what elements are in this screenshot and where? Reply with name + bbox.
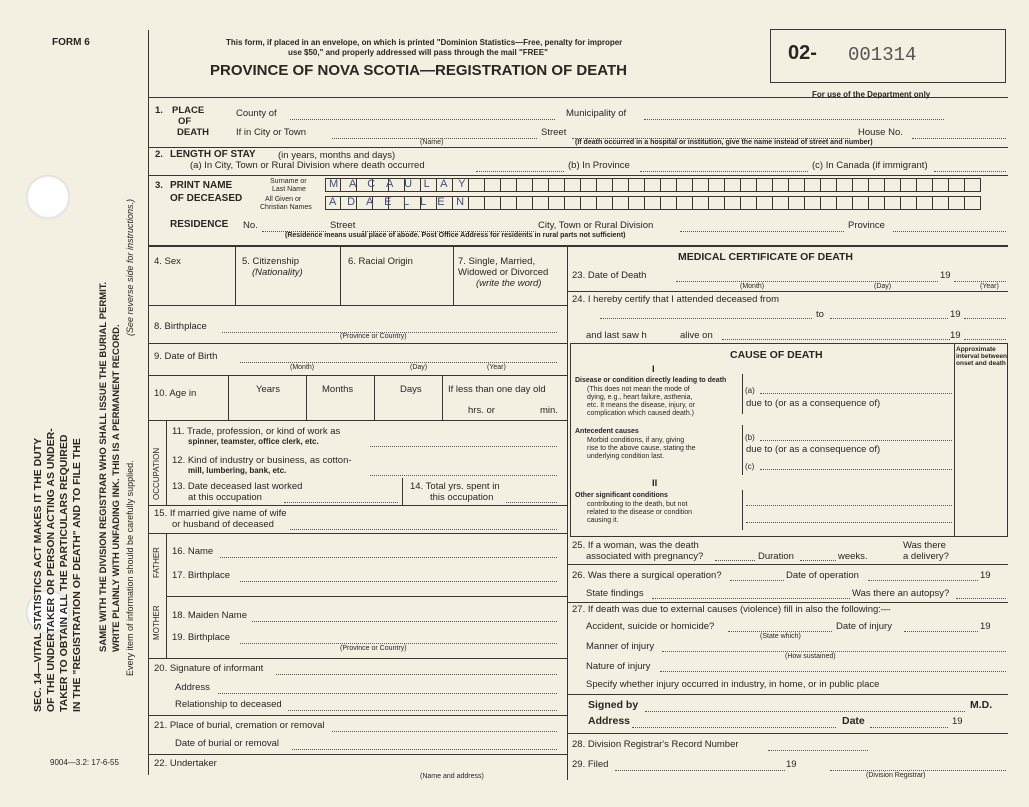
weeks-label: weeks. — [838, 551, 868, 562]
manner-line — [662, 651, 1006, 652]
cause-a-label: (a) — [745, 386, 755, 395]
due-to-1: due to (or as a consequence of) — [746, 398, 881, 409]
father-name-label: 16. Name — [172, 546, 214, 557]
med-rule-4 — [567, 694, 1008, 695]
med-rule-3 — [567, 602, 1008, 603]
nature-line — [660, 671, 1006, 672]
surname-letters: M A C A U L A Y — [329, 178, 470, 190]
side-line-7: Every item of information should be carefully supplied. — [125, 460, 135, 676]
punch-hole-top — [26, 175, 70, 219]
certify-to-line — [830, 318, 948, 319]
city-name-hint: (Name) — [420, 139, 444, 146]
undertaker-note: (Name and address) — [420, 773, 484, 780]
division-registrar-label: (Division Registrar) — [866, 772, 926, 779]
occ-14-line — [506, 502, 557, 503]
age-less-day: If less than one day old — [448, 384, 546, 395]
interval-label: Approximate interval between onset and death — [956, 346, 1007, 367]
other-line-1 — [746, 505, 952, 506]
certify-from-line — [600, 318, 812, 319]
occ-13b: at this occupation — [188, 492, 262, 503]
disease-2: (This does not mean the mode of — [587, 386, 690, 393]
rule-12 — [148, 715, 567, 716]
occupation-side-label: OCCUPATION — [152, 447, 161, 500]
q25-line — [715, 560, 755, 561]
date-op-year: 19 — [980, 570, 991, 581]
page-title: PROVINCE OF NOVA SCOTIA—REGISTRATION OF DEATH — [210, 62, 627, 79]
address-label: Address — [588, 715, 631, 727]
age-hrs: hrs. or — [468, 405, 495, 416]
cause-a-line — [760, 393, 952, 394]
due-to-2: due to (or as a consequence of) — [746, 444, 881, 455]
how-sustained: (How sustained) — [785, 653, 836, 660]
md-label: M.D. — [970, 699, 993, 711]
date-op-line — [868, 580, 978, 581]
med-rule-1 — [567, 291, 1008, 292]
birthplace-label: 8. Birthplace — [154, 321, 207, 332]
side-line-5: SAME WITH THE DIVISION REGISTRAR WHO SHALL ISSUE THE BURIAL PERMIT. — [98, 281, 109, 652]
age-years: Years — [256, 384, 280, 395]
roman-two: II — [652, 478, 658, 489]
stay-b-line — [640, 171, 808, 172]
side-line-4: IN THE "REGISTRATION OF DEATH" AND TO FILE THE — [71, 438, 83, 712]
stay-c-line — [934, 171, 1006, 172]
registrar-line — [830, 770, 1006, 771]
delivery-label-1: Was there — [903, 540, 946, 551]
q26-line — [730, 580, 784, 581]
mother-maiden-line — [252, 621, 557, 622]
alive-on-line — [722, 339, 950, 340]
occ-12-line — [370, 475, 557, 476]
antecedent-1: Antecedent causes — [575, 428, 639, 435]
disease-5: complication which caused death.) — [587, 410, 695, 417]
footer-code: 9004—3.2: 17-6-55 — [50, 758, 119, 767]
autopsy-line — [956, 598, 1006, 599]
filed-label: 29. Filed — [572, 759, 609, 770]
length-of-stay-hint: (in years, months and days) — [278, 150, 396, 161]
residence-city-label: City, Town or Rural Division — [538, 220, 654, 231]
death-month: (Month) — [740, 283, 765, 290]
occ-divider — [166, 420, 167, 505]
department-use-label: For use of the Department only — [812, 90, 931, 99]
residence-note: (Residence means usual place of abode. Post Office Address for residents in rural parts not sufficient) — [285, 232, 626, 239]
rule-3 — [148, 245, 1008, 247]
occ-12b: mill, lumbering, bank, etc. — [188, 466, 287, 475]
mother-side-label: MOTHER — [152, 605, 161, 640]
rule-5 — [148, 343, 567, 344]
burial-date-line — [292, 749, 557, 750]
house-label: House No. — [858, 127, 903, 138]
surname-label-2: Last Name — [272, 186, 306, 193]
burial-label: 21. Place of burial, cremation or removal — [154, 720, 325, 731]
specify-label: Specify whether injury occurred in industry, in home, or in public place — [586, 679, 880, 690]
death-year-line — [954, 281, 1006, 282]
duration-line — [800, 560, 836, 561]
sign-year-prefix: 19 — [952, 716, 963, 727]
surname-label-1: Surname or — [270, 178, 307, 185]
death-day: (Day) — [874, 283, 892, 290]
mother-birthplace-line — [240, 643, 557, 644]
form-label: FORM 6 — [52, 37, 90, 48]
cause-b-label: (b) — [745, 433, 755, 442]
informant-label: 20. Signature of informant — [154, 663, 264, 674]
last-saw-label: and last saw h — [586, 330, 647, 341]
occ-14a: 14. Total yrs. spent in — [410, 481, 500, 492]
death-date-line — [676, 281, 938, 282]
print-name-label: PRINT NAME — [170, 180, 233, 191]
certify-label: 24. I hereby certify that I attended deceased from — [572, 294, 780, 305]
last-year-prefix: 19 — [950, 330, 961, 341]
date-injury-label: Date of injury — [836, 621, 892, 632]
burial-line — [332, 731, 557, 732]
mother-birthplace-hint: (Province or Country) — [340, 645, 407, 652]
father-birthplace-label: 17. Birthplace — [172, 570, 231, 581]
residence-province-label: Province — [848, 220, 885, 231]
marital-label-2: Widowed or Divorced — [458, 267, 549, 278]
frame-left — [148, 30, 149, 775]
mother-maiden-label: 18. Maiden Name — [172, 610, 247, 621]
residence-no-label: No. — [243, 220, 258, 231]
registration-number: 001314 — [848, 44, 917, 66]
dob-label: 9. Date of Birth — [154, 351, 218, 362]
signed-line — [645, 711, 965, 712]
age-div-2 — [306, 375, 307, 420]
given-label-2: Christian Names — [260, 204, 312, 211]
filed-line — [615, 770, 785, 771]
date-injury-line — [904, 631, 978, 632]
marital-label-1: 7. Single, Married, — [458, 256, 536, 267]
cause-c-label: (c) — [745, 462, 755, 471]
street-label: Street — [541, 127, 567, 138]
side-line-6: WRITE PLAINLY WITH UNFADING INK. THIS IS A PERMANENT RECORD. — [111, 324, 122, 652]
death-year-prefix: 19 — [940, 270, 951, 281]
cause-bracket-1 — [742, 374, 743, 414]
given-label-1: All Given or — [265, 196, 302, 203]
stay-b-label: (b) In Province — [568, 160, 630, 171]
father-birthplace-line — [240, 581, 557, 582]
stay-c-label: (c) In Canada (if immigrant) — [812, 160, 928, 171]
length-of-stay-label: LENGTH OF STAY — [170, 149, 256, 160]
occ-12a: 12. Kind of industry or business, as cotton- — [172, 455, 352, 466]
age-min: min. — [540, 405, 558, 416]
state-findings-label: State findings — [586, 588, 644, 599]
other-3: related to the disease or condition — [587, 509, 693, 516]
relationship-line — [288, 710, 557, 711]
item-3-number: 3. — [155, 180, 163, 191]
left-col-divider-c — [453, 245, 454, 305]
state-which: (State which) — [760, 633, 801, 640]
age-div-1 — [228, 375, 229, 420]
residence-label: RESIDENCE — [170, 219, 229, 230]
age-label: 10. Age in — [154, 388, 197, 399]
residence-city-line — [680, 231, 844, 232]
dob-month: (Month) — [290, 364, 315, 371]
cause-b-line — [760, 440, 952, 441]
date-op-label: Date of operation — [786, 570, 859, 581]
undertaker-label: 22. Undertaker — [154, 758, 217, 769]
date-of-death-label: 23. Date of Death — [572, 270, 647, 281]
address-line — [632, 727, 836, 728]
county-label: County of — [236, 108, 277, 119]
sign-date-line — [870, 727, 948, 728]
cause-c-line — [760, 469, 952, 470]
middle-divider — [567, 245, 568, 780]
municipality-line — [644, 119, 944, 120]
wife-15a: 15. If married give name of wife — [154, 508, 287, 519]
duration-label: Duration — [758, 551, 794, 562]
antecedent-2: Morbid conditions, if any, giving — [587, 437, 685, 444]
med-rule-5 — [567, 733, 1008, 734]
other-2: contributing to the death, but not — [587, 501, 688, 508]
manner-label: Manner of injury — [586, 641, 655, 652]
given-letters: A D A E L L E N — [329, 196, 469, 208]
cause-bracket-3 — [742, 490, 743, 530]
postal-note-2: use $50," and properly addressed will pass through the mail "FREE" — [288, 48, 548, 57]
other-4: causing it. — [587, 517, 619, 524]
antecedent-4: underlying condition last. — [587, 453, 665, 460]
age-div-3 — [374, 375, 375, 420]
last-year-line — [964, 339, 1006, 340]
certify-year-line — [964, 318, 1006, 319]
other-line-2 — [746, 522, 952, 523]
cause-bracket-2 — [742, 425, 743, 475]
residence-street-label: Street — [330, 220, 356, 231]
registration-prefix: 02- — [788, 42, 817, 64]
alive-on-label: alive on — [680, 330, 713, 341]
side-line-3: TAKER TO OBTAIN ALL THE PARTICULARS REQUIRED — [58, 434, 70, 712]
disease-1: Disease or condition directly leading to death — [575, 377, 727, 384]
disease-3: dying, e.g., heart failure, asthenia, — [587, 394, 693, 401]
occ-14b: this occupation — [430, 492, 494, 503]
cause-heading: CAUSE OF DEATH — [730, 349, 823, 361]
rule-7 — [148, 420, 567, 421]
city-label: If in City or Town — [236, 127, 307, 138]
certify-year-prefix: 19 — [950, 309, 961, 320]
other-1: Other significant conditions — [575, 492, 668, 499]
occ-11a: 11. Trade, profession, or kind of work as — [172, 426, 341, 437]
q25-label-b: associated with pregnancy? — [586, 551, 704, 562]
wife-line — [290, 529, 557, 530]
autopsy-label: Was there an autopsy? — [852, 588, 950, 599]
occ-11-line — [370, 446, 557, 447]
occ-11b: spinner, teamster, office clerk, etc. — [188, 437, 319, 446]
dob-day: (Day) — [410, 364, 428, 371]
residence-province-line — [893, 231, 1006, 232]
of-deceased-label: OF DECEASED — [170, 193, 243, 204]
stay-a-line — [476, 171, 564, 172]
roman-one: I — [652, 364, 655, 375]
death-year: (Year) — [980, 283, 999, 290]
place-label-2: OF — [178, 116, 192, 127]
rule-1 — [148, 147, 1008, 148]
q25-label-a: 25. If a woman, was the death — [572, 540, 699, 551]
father-name-line — [220, 557, 557, 558]
postal-note-1: This form, if placed in an envelope, on which is printed "Dominion Statistics—Free, penalty for improper — [226, 38, 623, 47]
father-side-label: FATHER — [152, 547, 161, 578]
accident-label: Accident, suicide or homicide? — [586, 621, 715, 632]
left-col-divider-b — [340, 245, 341, 305]
citizenship-label: 5. Citizenship — [242, 256, 300, 267]
division-number-line — [768, 750, 868, 751]
nature-label: Nature of injury — [586, 661, 651, 672]
relationship-label: Relationship to deceased — [175, 699, 282, 710]
rule-2 — [148, 175, 1008, 176]
nationality-label: (Nationality) — [252, 267, 303, 278]
interval-divider — [954, 343, 955, 537]
antecedent-3: rise to the above cause, stating the — [587, 445, 696, 452]
informant-line — [276, 674, 557, 675]
hospital-note: (If death occurred in a hospital or institution, give the name instead of street and number) — [575, 139, 873, 146]
rule-4 — [148, 305, 567, 306]
age-div-4 — [442, 375, 443, 420]
sex-label: 4. Sex — [154, 256, 181, 267]
rule-8 — [148, 505, 567, 506]
signed-by-label: Signed by — [588, 699, 639, 711]
item-2-number: 2. — [155, 149, 163, 160]
birthplace-hint: (Province or Country) — [340, 333, 407, 340]
dob-line — [240, 362, 557, 363]
medical-heading: MEDICAL CERTIFICATE OF DEATH — [678, 251, 853, 263]
informant-address-line — [218, 693, 557, 694]
occ-13a: 13. Date deceased last worked — [172, 481, 303, 492]
accident-line — [728, 631, 832, 632]
municipality-label: Municipality of — [566, 108, 627, 119]
wife-15b: or husband of deceased — [172, 519, 274, 530]
rule-9 — [148, 533, 567, 534]
racial-origin-label: 6. Racial Origin — [348, 256, 413, 267]
division-number-label: 28. Division Registrar's Record Number — [572, 739, 739, 750]
disease-4: etc. It means the disease, injury, or — [587, 402, 696, 409]
county-line — [290, 119, 555, 120]
informant-address-label: Address — [175, 682, 210, 693]
rule-13 — [148, 754, 567, 755]
certify-to: to — [816, 309, 824, 320]
house-line — [912, 138, 1006, 139]
rule-11 — [148, 658, 567, 659]
burial-date-label: Date of burial or removal — [175, 738, 280, 749]
rule-10 — [166, 596, 567, 597]
place-label-3: DEATH — [177, 127, 210, 138]
date-label: Date — [842, 715, 865, 727]
side-line-1: SEC. 14—VITAL STATISTICS ACT MAKES IT THE DUTY — [32, 437, 44, 712]
item-1-number: 1. — [155, 105, 163, 116]
left-col-divider-a — [235, 245, 236, 305]
rule-6 — [148, 375, 567, 376]
med-rule-2 — [567, 564, 1008, 565]
age-months: Months — [322, 384, 354, 395]
marital-label-3: (write the word) — [476, 278, 542, 289]
place-label-1: PLACE — [172, 105, 205, 116]
stay-a-label: (a) In City, Town or Rural Division where death occurred — [190, 160, 425, 171]
dob-year: (Year) — [487, 364, 506, 371]
q27-label: 27. If death was due to external causes (violence) fill in also the following:— — [572, 604, 891, 615]
q26-label: 26. Was there a surgical operation? — [572, 570, 722, 581]
occ-13-14-divider — [402, 478, 403, 505]
occ-13-line — [284, 502, 398, 503]
delivery-label-2: a delivery? — [903, 551, 949, 562]
state-findings-line — [652, 598, 850, 599]
age-days: Days — [400, 384, 422, 395]
mother-birthplace-label: 19. Birthplace — [172, 632, 231, 643]
date-injury-year: 19 — [980, 621, 991, 632]
filed-year-prefix: 19 — [786, 759, 797, 770]
side-line-7b: (See reverse side for instructions.) — [125, 198, 135, 336]
side-line-2: OF THE UNDERTAKER OR PERSON ACTING AS UNDER- — [45, 428, 57, 712]
